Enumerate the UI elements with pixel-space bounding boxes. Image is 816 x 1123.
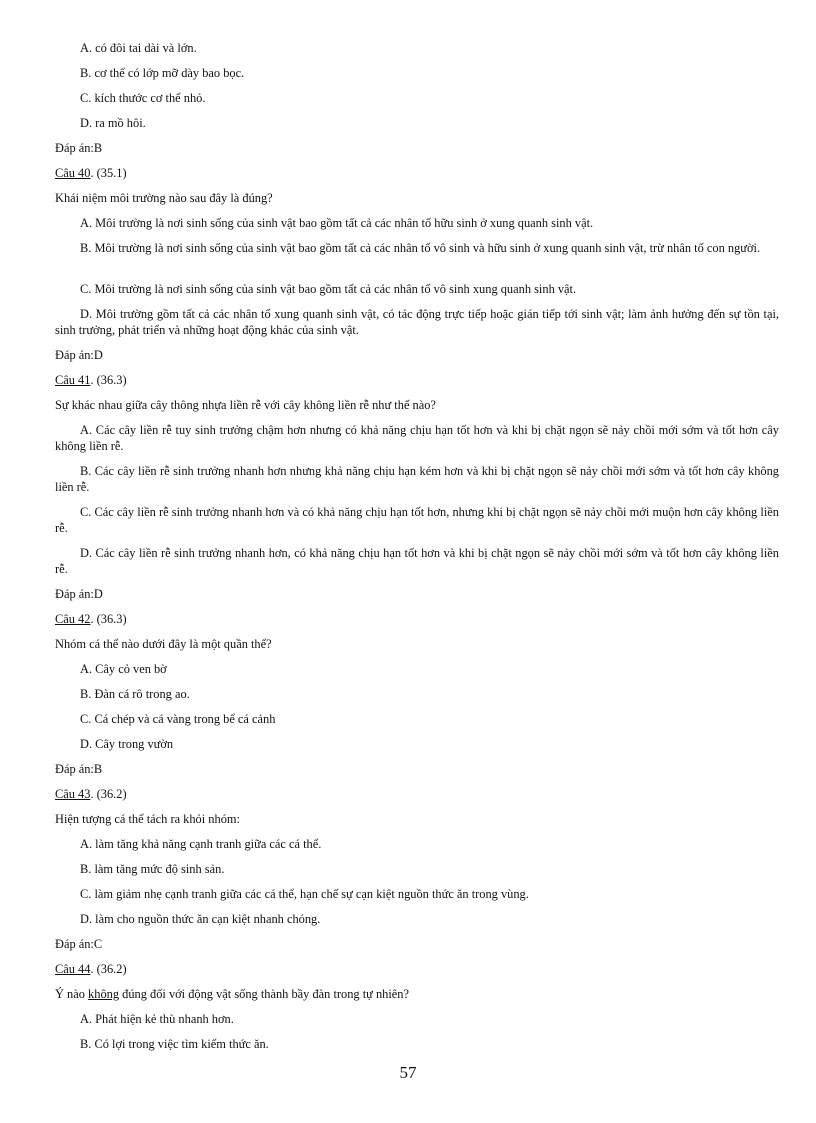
option-b: B. cơ thể có lớp mỡ dày bao bọc. (80, 66, 245, 80)
question-ref: . (35.1) (90, 166, 127, 180)
option-b: B. Đàn cá rô trong ao. (80, 687, 190, 701)
option-a: A. Cây cỏ ven bờ (80, 662, 167, 676)
question-stem: Hiện tượng cá thể tách ra khỏi nhóm: (55, 812, 240, 826)
option-a: A. Môi trường là nơi sinh sống của sinh vật bao gồm tất cả các nhân tố hữu sinh ở xung quanh sinh vật. (80, 216, 594, 230)
option-a: A. có đôi tai dài và lớn. (80, 41, 197, 55)
question-number: Câu 43 (55, 787, 91, 801)
question-ref: . (36.3) (90, 373, 127, 387)
question-stem (55, 986, 409, 1002)
stem-emphasis: không (88, 987, 120, 1001)
question-stem: Sự khác nhau giữa cây thông nhựa liền rễ với cây không liền rễ như thế nào? (55, 398, 436, 412)
option-d: D. ra mồ hôi. (80, 116, 146, 130)
question-ref: . (36.2) (90, 787, 127, 801)
answer-key: Đáp án:C (55, 937, 103, 951)
option-b: B. làm tăng mức độ sinh sản. (80, 862, 225, 876)
option-b: B. Có lợi trong việc tìm kiếm thức ăn. (80, 1037, 269, 1051)
answer-key: Đáp án:B (55, 141, 103, 155)
question-heading (55, 372, 127, 388)
option-b: B. Môi trường là nơi sinh sống của sinh vật bao gồm tất cả các nhân tố vô sinh và hữu sinh ở xung quanh sinh vật, trừ nhân tố con người. (80, 241, 761, 255)
option-d: D. Cây trong vườn (80, 737, 174, 751)
question-heading (55, 961, 127, 977)
option-c: C. kích thước cơ thể nhỏ. (80, 91, 206, 105)
answer-key: Đáp án:D (55, 348, 103, 362)
page-number: 57 (399, 1063, 417, 1082)
option-c: C. Môi trường là nơi sinh sống của sinh vật bao gồm tất cả các nhân tố vô sinh xung quanh sinh vật. (80, 282, 577, 296)
question-number: Câu 41 (55, 373, 91, 387)
stem-text: đúng đối với động vật sống thành bầy đàn trong tự nhiên? (119, 987, 409, 1001)
answer-key: Đáp án:B (55, 762, 103, 776)
option-c: C. Cá chép và cá vàng trong bể cá cảnh (80, 712, 276, 726)
option-b: B. Các cây liền rễ sinh trưởng nhanh hơn nhưng khả năng chịu hạn kém hơn và khi bị chặt ngọn sẽ nảy chồi mới sớm và tốt hơn cây không liền rễ. (55, 464, 779, 494)
option-d: D. Các cây liền rễ sinh trưởng nhanh hơn, có khả năng chịu hạn tốt hơn và khi bị chặt ngọn sẽ nảy chồi mới sớm và tốt hơn cây không liền rễ. (55, 546, 779, 576)
question-number: Câu 44 (55, 962, 91, 976)
option-a: A. Phát hiện kẻ thù nhanh hơn. (80, 1012, 234, 1026)
answer-key: Đáp án:D (55, 587, 103, 601)
question-ref: . (36.2) (90, 962, 127, 976)
question-number: Câu 40 (55, 166, 91, 180)
question-heading (55, 786, 127, 802)
option-c: C. Các cây liền rễ sinh trưởng nhanh hơn và có khả năng chịu hạn tốt hơn, nhưng khi bị chặt ngọn sẽ nảy chồi mới muộn hơn cây không liền rễ. (55, 505, 779, 535)
question-heading (55, 165, 127, 181)
question-stem: Khái niệm môi trường nào sau đây là đúng? (55, 191, 273, 205)
option-a: A. làm tăng khả năng cạnh tranh giữa các cá thể. (80, 837, 322, 851)
option-d: D. Môi trường gồm tất cả các nhân tố xung quanh sinh vật, có tác động trực tiếp hoặc gián tiếp tới sinh vật; làm ảnh hưởng đến sự tồn tại, sinh trưởng, phát triển và những hoạt động khác của sinh vật. (55, 307, 779, 337)
option-c: C. làm giảm nhẹ cạnh tranh giữa các cá thể, hạn chế sự cạn kiệt nguồn thức ăn trong vùng. (80, 887, 529, 901)
question-ref: . (36.3) (90, 612, 127, 626)
question-number: Câu 42 (55, 612, 91, 626)
question-heading (55, 611, 127, 627)
stem-text: Ý nào (55, 987, 89, 1001)
option-a: A. Các cây liền rễ tuy sinh trưởng chậm hơn nhưng có khả năng chịu hạn tốt hơn và khi bị chặt ngọn sẽ nảy chồi mới sớm và tốt hơn cây không liền rễ. (55, 423, 779, 453)
question-stem: Nhóm cá thể nào dưới đây là một quần thể? (55, 637, 272, 651)
option-d: D. làm cho nguồn thức ăn cạn kiệt nhanh chóng. (80, 912, 321, 926)
